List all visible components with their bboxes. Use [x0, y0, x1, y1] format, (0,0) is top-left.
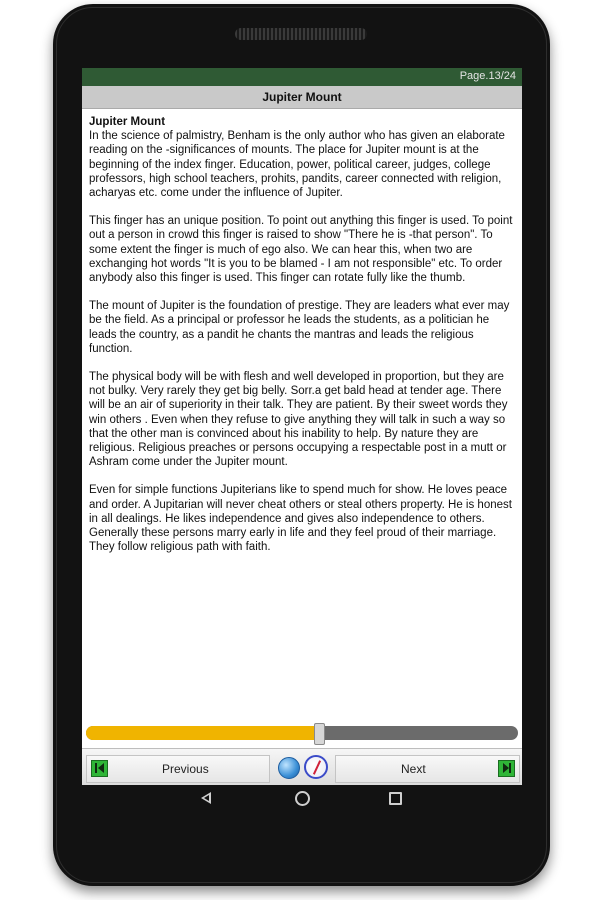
app-screen [82, 68, 522, 785]
bottom-toolbar [82, 748, 522, 785]
article-paragraph: Even for simple functions Jupiterians like to spend much for show. He loves peace and order. A Jupitarian will never cheat others or steal others property. He is honest in all dealings. He likes independence and gives also independence to others. Generally these persons marry early in life and they feel proud of their marriage. They follow religious path with faith. [89, 484, 512, 554]
phone-speaker [235, 28, 367, 40]
page-number: Page.13/24 [459, 70, 516, 82]
system-navigation-bar [82, 785, 522, 815]
page-slider-fill [86, 726, 319, 740]
globe-icon[interactable] [278, 757, 300, 779]
page-title: Jupiter Mount [82, 86, 522, 109]
page-slider-thumb[interactable] [314, 723, 325, 745]
previous-label: Previous [162, 762, 209, 776]
article-paragraph: The mount of Jupiter is the foundation of prestige. They are leaders what ever may be the field. As a principal or professor he leads the students, as a politician he leads the country, as a pandit he chants the mantras and leads the religious function. [89, 300, 510, 355]
skip-previous-icon [91, 760, 108, 777]
skip-next-icon [498, 760, 515, 777]
previous-button[interactable] [86, 755, 270, 783]
article-content [89, 115, 516, 721]
home-icon[interactable] [295, 791, 310, 806]
article-paragraph: The physical body will be with flesh and well developed in proportion, but they are not bulky. Very rarely they get big belly. Sorr.a get bald head at tender age. There will be an air of superiority in their talk. They are patient. By their sweet words they win others . Even when they refuse to give anything they will talk in such a way so that the other man is convinced about his inability to help. By nature they are religious. Religious preaches or persons occupying a respectable post in a mutt or Ashram come under the Jupiter mount. [89, 371, 508, 469]
next-button[interactable] [335, 755, 520, 783]
article-paragraph: This finger has an unique position. To point out anything this finger is used. To point out a person in crowd this finger is raised to show "There he is -that person". To some extent the finger is much of ego also. We can hear this, when two are exchanging hot words "It is you to be blamed - I am not responsible" etc. To order anybody also this finger is used. This finger can rotate fully like the thumb. [89, 215, 513, 285]
page-slider[interactable] [86, 726, 518, 740]
share-icon[interactable] [304, 755, 328, 779]
article-paragraph: In the science of palmistry, Benham is the only author who has given an elaborate reading on the -significances of mounts. The place for Jupiter mount is at the beginning of the index finger. Education, power, political career, judges, college professors, high school teachers, prohits, pandits, career connected with religion, acharyas etc. come under the influence of Jupiter. [89, 130, 505, 200]
article-heading: Jupiter Mount [89, 116, 166, 128]
recent-apps-icon[interactable] [389, 792, 402, 805]
next-label: Next [401, 762, 426, 776]
status-bar [82, 68, 522, 86]
